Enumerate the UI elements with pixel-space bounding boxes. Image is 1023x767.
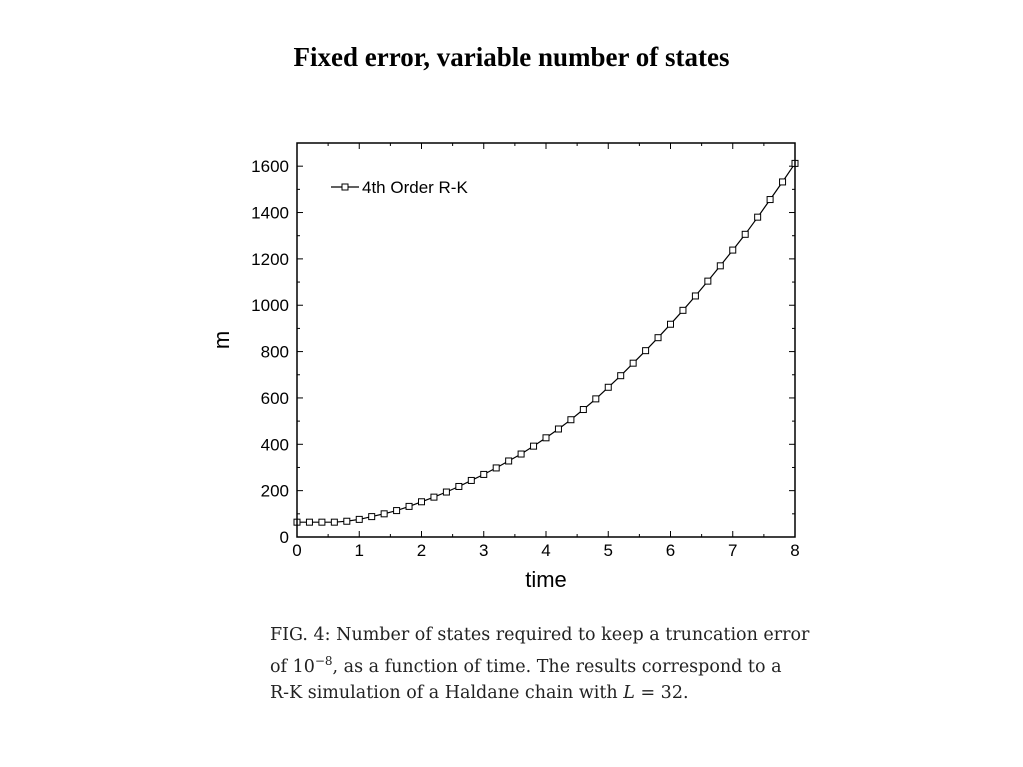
slide-title: Fixed error, variable number of states [293,42,730,72]
data-point [730,247,736,253]
y-tick-label: 1600 [251,157,289,177]
caption-line-3-prefix: R-K simulation of a Haldane chain with [270,682,624,703]
data-point [655,335,661,341]
data-point [306,519,312,525]
data-point [780,179,786,185]
data-point [493,465,499,471]
data-point [419,499,425,505]
data-point [431,494,437,500]
data-point [618,373,624,379]
data-point [443,489,449,495]
x-tick-label: 8 [790,541,800,560]
x-tick-label: 5 [603,541,613,560]
y-tick-label: 1200 [251,249,289,269]
data-point [344,518,350,524]
x-tick-label: 4 [541,541,551,560]
x-tick-label: 2 [416,541,427,560]
x-axis-label: time [525,567,567,592]
data-point [319,519,325,525]
data-point [717,263,723,269]
axis-ticks [297,143,795,537]
caption-line-3-suffix: = 32. [634,682,689,703]
y-tick-label: 1000 [251,296,289,316]
caption-variable: L [623,682,635,703]
data-point [668,321,674,327]
x-tick-label: 1 [354,541,364,560]
caption-line-1: FIG. 4: Number of states required to keep a truncation error [270,625,810,645]
data-point [356,516,362,522]
caption-line-3 [270,680,855,706]
tick-labels [251,157,800,560]
data-point [580,407,586,413]
x-tick-label: 3 [479,541,489,560]
data-point [630,360,636,366]
data-point [468,477,474,483]
y-axis-label: m [209,330,234,350]
series-markers [294,160,798,525]
x-tick-label: 6 [665,541,676,560]
x-tick-label: 7 [728,541,738,560]
legend-label: 4th Order R-K [362,178,468,197]
legend [331,178,468,197]
data-point [605,384,611,390]
figure-caption [270,622,855,706]
data-point [381,511,387,517]
y-tick-label: 400 [260,435,289,455]
data-point [643,348,649,354]
data-point [705,278,711,284]
data-point [394,508,400,514]
data-point [680,307,686,313]
y-tick-label: 200 [260,481,289,501]
y-tick-label: 800 [260,342,289,362]
x-tick-label: 0 [292,541,302,560]
data-point [555,426,561,432]
y-tick-label: 1400 [251,203,289,223]
legend-marker [342,184,348,190]
data-point [742,231,748,237]
caption-line-2-suffix: , as a function of time. The results correspond to a [332,656,782,677]
data-point [755,214,761,220]
data-point [568,417,574,423]
data-point [518,451,524,457]
series-line-4th-order-rk [297,163,795,522]
caption-exponent: −8 [314,654,333,668]
y-tick-label: 600 [260,388,289,408]
data-point [767,197,773,203]
data-point [692,293,698,299]
caption-line-2 [270,648,855,680]
data-point [481,471,487,477]
y-tick-label: 0 [279,528,289,547]
data-point [406,503,412,509]
data-point [369,514,375,520]
data-point [593,396,599,402]
data-point [506,458,512,464]
data-point [543,435,549,441]
data-point [331,519,337,525]
data-point [531,443,537,449]
caption-line-2-prefix: of 10 [270,656,315,677]
plot-frame [297,143,795,537]
data-point [456,483,462,489]
